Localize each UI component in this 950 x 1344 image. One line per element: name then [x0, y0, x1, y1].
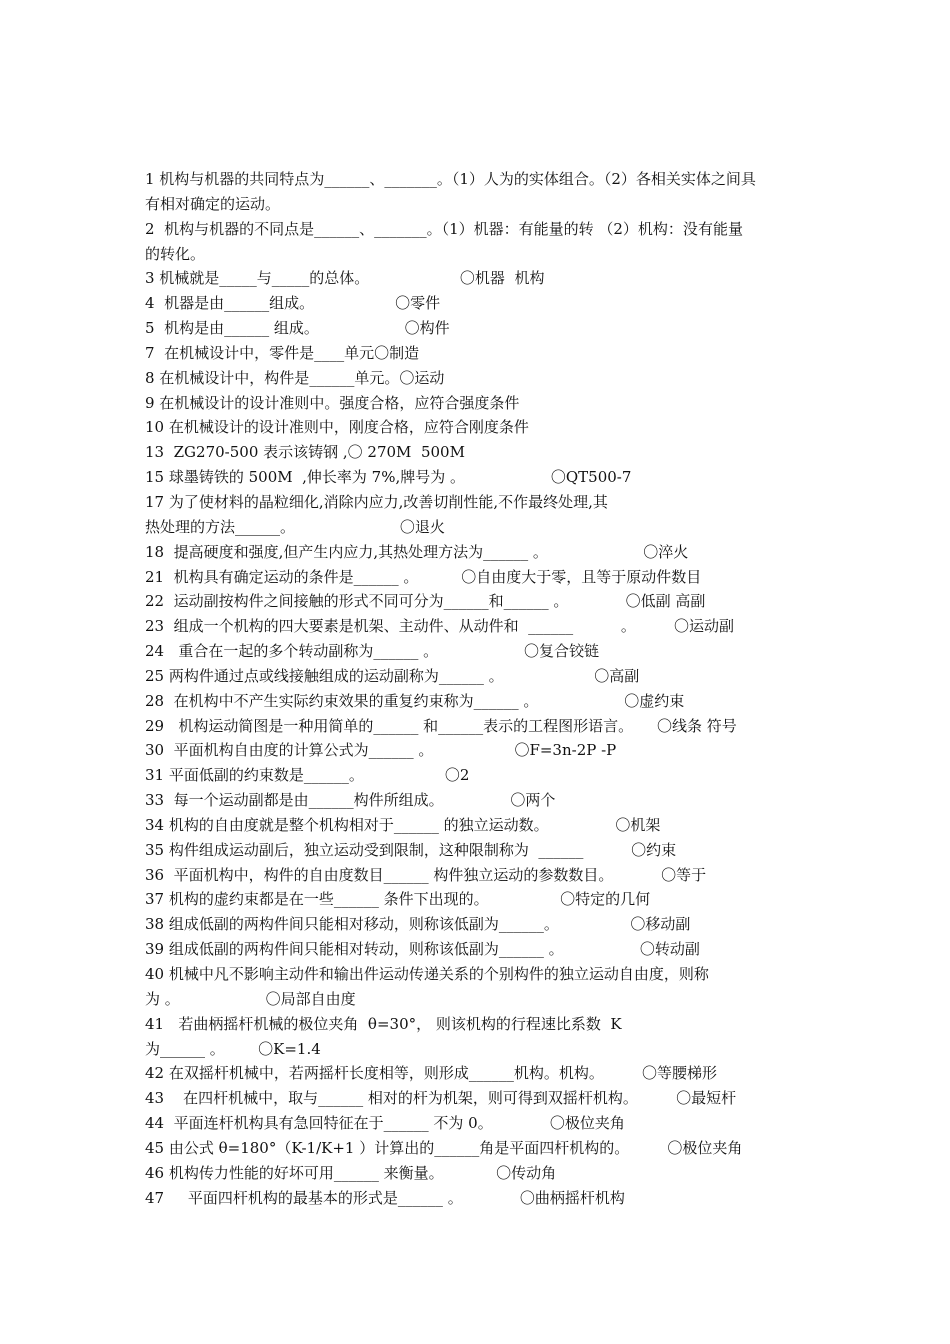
text-line: 为 。 〇局部自由度 [145, 989, 356, 1008]
text-line: 3 机械就是_____与_____的总体。 〇机器 机构 [145, 269, 545, 288]
text-line: 5 机构是由______ 组成。 〇构件 [145, 319, 450, 338]
text-line: 31 平面低副的约束数是______。 〇2 [145, 766, 470, 785]
text-line: 为______ 。 〇K=1.4 [145, 1039, 321, 1058]
text-line: 36 平面机构中，构件的自由度数目______ 构件独立运动的参数数目。 〇等于 [145, 865, 707, 884]
text-line: 2 机构与机器的不同点是______、_______。（1）机器：有能量的转 （2）机构：没有能量 [145, 219, 743, 238]
text-line: 41 若曲柄摇杆机械的极位夹角 θ=30°， 则该机构的行程速比系数 K [145, 1014, 622, 1033]
text-line: 24 重合在一起的多个转动副称为______ 。 〇复合铰链 [145, 642, 599, 661]
text-line: 34 机构的自由度就是整个机构相对于______ 的独立运动数。 〇机架 [145, 815, 661, 834]
text-line: 23 组成一个机构的四大要素是机架、主动件、从动件和 ______ 。 〇运动副 [145, 617, 734, 636]
text-line: 37 机构的虚约束都是在一些______ 条件下出现的。 〇特定的几何 [145, 890, 651, 909]
text-line: 28 在机构中不产生实际约束效果的重复约束称为______ 。 〇虚约束 [145, 691, 685, 710]
text-line: 29 机构运动简图是一种用简单的______ 和______表示的工程图形语言。 〇线条 符号 [145, 716, 737, 735]
text-line: 47 平面四杆机构的最基本的形式是______ 。 〇曲柄摇杆机构 [145, 1188, 625, 1207]
text-line: 4 机器是由______组成。 〇零件 [145, 294, 441, 313]
text-line: 21 机构具有确定运动的条件是______ 。 〇自由度大于零，且等于原动件数目 [145, 567, 702, 586]
text-line: 40 机械中凡不影响主动件和输出件运动传递关系的个别构件的独立运动自由度，则称 [145, 965, 709, 983]
text-line: 38 组成低副的两构件间只能相对移动，则称该低副为______。 〇移动副 [145, 915, 691, 934]
text-line: 43 在四杆机械中，取与______ 相对的杆为机架，则可得到双摇杆机构。 〇最短杆 [145, 1089, 737, 1108]
text-line: 18 提高硬度和强度,但产生内应力,其热处理方法为______ 。 〇淬火 [145, 542, 689, 561]
text-line: 42 在双摇杆机械中，若两摇杆长度相等，则形成______机构。机构。 〇等腰梯形 [145, 1064, 718, 1083]
text-line: 45 由公式 θ=180°（K-1/K+1 ）计算出的______角是平面四杆机构的。 〇极位夹角 [145, 1138, 743, 1157]
text-line: 有相对确定的运动。 [145, 194, 281, 213]
text-line: 46 机构传力性能的好坏可用______ 来衡量。 〇传动角 [145, 1163, 557, 1182]
text-line: 44 平面连杆机构具有急回特征在于______ 不为 0。 〇极位夹角 [145, 1114, 625, 1133]
text-line: 10 在机械设计的设计准则中，刚度合格，应符合刚度条件 [145, 418, 529, 437]
text-line: 25 两构件通过点或线接触组成的运动副称为______ 。 〇高副 [145, 666, 640, 685]
text-line: 热处理的方法______。 〇退火 [145, 517, 445, 536]
text-line: 9 在机械设计的设计准则中。强度合格，应符合强度条件 [145, 393, 520, 412]
text-line: 的转化。 [145, 244, 206, 263]
text-line: 1 机构与机器的共同特点为______、_______。（1）人为的实体组合。（2）各相关实体之间具 [145, 170, 756, 188]
text-line: 30 平面机构自由度的计算公式为______ 。 〇F=3n-2P -P [145, 741, 617, 760]
text-line: 13 ZG270-500 表示该铸钢 ,〇 270M 500M [145, 443, 465, 462]
text-line: 22 运动副按构件之间接触的形式不同可分为______和______ 。 〇低副 高副 [145, 592, 706, 611]
text-line: 17 为了使材料的晶粒细化,消除内应力,改善切削性能,不作最终处理,其 [145, 492, 608, 511]
document-page [145, 167, 810, 1210]
text-line: 35 构件组成运动副后，独立运动受到限制，这种限制称为 ______ 〇约束 [145, 840, 677, 859]
text-line: 39 组成低副的两构件间只能相对转动，则称该低副为______ 。 〇转动副 [145, 940, 700, 959]
text-line: 33 每一个运动副都是由______构件所组成。 〇两个 [145, 791, 556, 810]
text-line: 15 球墨铸铁的 500M ,伸长率为 7%,牌号为 。 〇QT500-7 [145, 468, 632, 487]
text-line: 8 在机械设计中，构件是______单元。〇运动 [145, 368, 445, 387]
text-line: 7 在机械设计中，零件是____单元〇制造 [145, 343, 420, 362]
